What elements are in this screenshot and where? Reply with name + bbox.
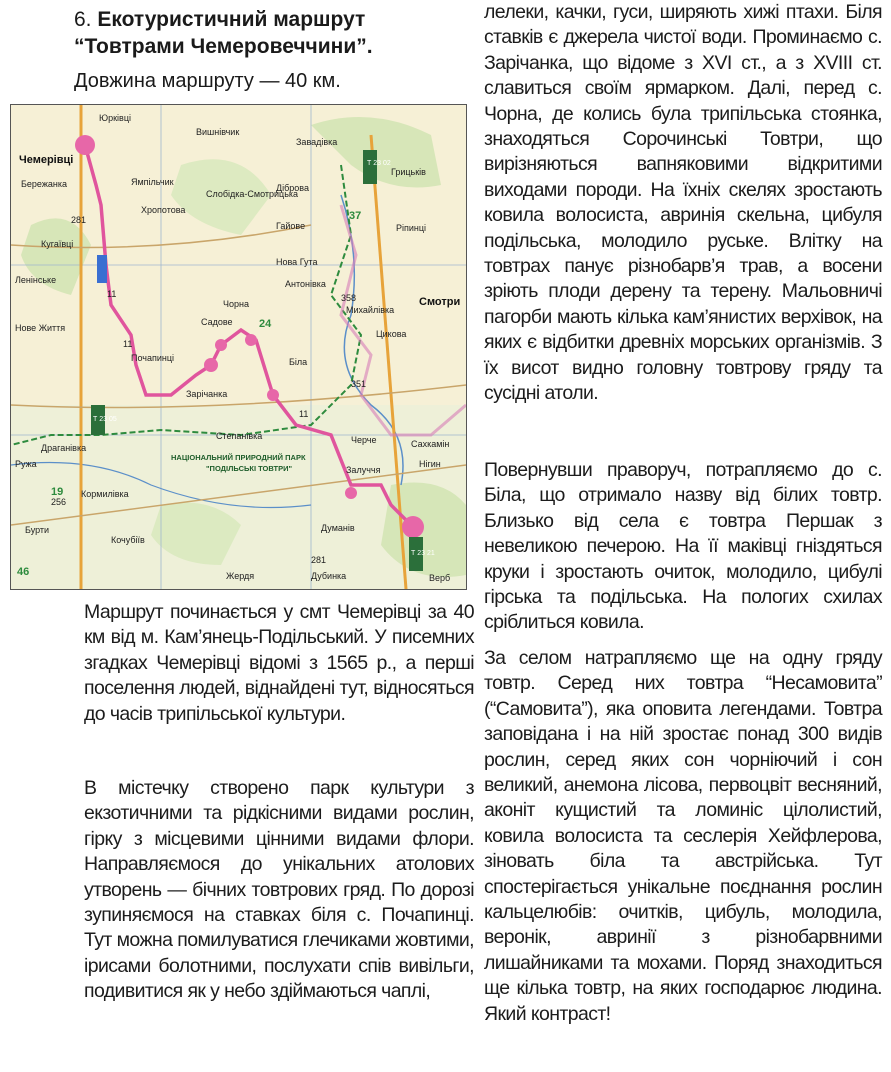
label-kochubiiv: Кочубіїв bbox=[111, 535, 145, 545]
label-km-11b: 11 bbox=[123, 339, 133, 349]
label-km-11a: 11 bbox=[107, 289, 117, 299]
label-road-19: 19 bbox=[51, 486, 64, 498]
label-elev-351: 351 bbox=[351, 379, 367, 389]
road-shield bbox=[363, 150, 377, 184]
label-ialivchyk: Ямпільчик bbox=[131, 177, 174, 187]
route-map bbox=[10, 104, 467, 590]
left-column bbox=[74, 0, 474, 95]
label-cherche: Черче bbox=[351, 435, 377, 445]
label-dibrova: Діброва bbox=[276, 183, 309, 193]
route-heading bbox=[74, 6, 474, 60]
route-end-marker bbox=[402, 516, 424, 538]
label-ripyntsi: Ріпинці bbox=[396, 223, 427, 233]
paragraph-park: В містечку створено парк культури з екзотичними та рідкісними видами рослин, гірку з місцевими цінними видами флори. Направляємося до унікальних атолових утворень — бічних товтрових гряд. По дорозі зупиняємося на ставках біля с. Почапинці. Тут можна помилуватися глечиками жовтими, ірисами болотними, послухати спів вивільги, подивитися як у небо здіймаються чаплі, bbox=[84, 777, 474, 1003]
label-vyshnivchyk: Вишнівчик bbox=[196, 127, 240, 137]
route-stop-marker bbox=[215, 339, 227, 351]
route-marker-blue bbox=[97, 255, 107, 283]
label-nova-huta: Нова Гута bbox=[276, 257, 318, 267]
label-zavadivka: Завадівка bbox=[296, 137, 338, 147]
label-zarichanka: Зарічанка bbox=[186, 389, 228, 399]
label-pochapyntsi: Почапинці bbox=[131, 353, 174, 363]
label-nove-zhyttia: Нове Життя bbox=[15, 323, 66, 333]
label-chemerivtsi: Чемерівці bbox=[19, 154, 74, 166]
label-mykhailivka: Михайлівка bbox=[346, 305, 395, 315]
label-stepanivka: Степанівка bbox=[216, 431, 263, 441]
route-stop-marker bbox=[345, 487, 357, 499]
label-elev-256: 256 bbox=[51, 497, 67, 507]
label-antonivka: Антонівка bbox=[285, 279, 326, 289]
route-length: Довжина маршруту — 40 км. bbox=[74, 70, 341, 92]
label-tsykova: Цикова bbox=[376, 329, 407, 339]
route-start-marker bbox=[75, 135, 95, 155]
label-chorna: Чорна bbox=[223, 299, 249, 309]
label-khropotova: Хропотова bbox=[141, 205, 186, 215]
label-haivove: Гайове bbox=[276, 221, 306, 231]
label-dumaniv: Думанів bbox=[321, 523, 355, 533]
route-stop-marker bbox=[204, 358, 218, 372]
label-road-46: 46 bbox=[17, 566, 30, 578]
label-road-37: 37 bbox=[349, 210, 362, 222]
label-park-line1: НАЦІОНАЛЬНИЙ ПРИРОДНИЙ ПАРК bbox=[171, 453, 306, 462]
paragraph-bila: Повернувши праворуч, потрапляємо до с. Біла, що отримало назву від білих товтр. Близько від села є товтра Першак з невеликою печерою. На її маківці гніздяться круки і зростають очиток, молодило, цибулі гірська та подільська. На пологих схилах сріблиться ковила. bbox=[484, 459, 882, 634]
label-sakhkamin: Сахкамін bbox=[411, 439, 450, 449]
label-yurkivtsi: Юрківці bbox=[99, 113, 131, 123]
label-road-t2321: Т 23 21 bbox=[411, 550, 435, 557]
label-park-line2: "ПОДІЛЬСЬКІ ТОВТРИ" bbox=[206, 464, 293, 473]
label-slobidka: Слобідка-Смотрицька bbox=[206, 189, 299, 199]
label-elev-281a: 281 bbox=[71, 215, 87, 225]
label-hrytskiv: Грицьків bbox=[391, 167, 426, 177]
label-road-24: 24 bbox=[259, 318, 272, 330]
paragraph-nesamovyta: За селом натрапляємо ще на одну гряду товтр. Серед них товтра “Несамовита” (“Самовита”), яка оповита легендами. Товтра заповідана і на ній зростає понад 300 видів рослин, серед яких сон чорніючий і сон великий, анемона лісова, первоцвіт весняний, аконіт кущистий та ломиніс цілолистий, ковила волосиста та сеслерія Хейфлерова, зіновать біла та австрійська. Тут спостерігається унікальне поєднання рослин кальцелюбів: очитків, цибуль, молодила, веронік, авринії з різнобарвними лишайниками та мохами. Поряд знаходиться ще кілька товтр, на яких господарює людина. Який контраст! bbox=[484, 647, 882, 1025]
label-zherdia: Жердя bbox=[226, 571, 255, 581]
label-beryozhanka: Бережанка bbox=[21, 179, 67, 189]
label-verb: Верб bbox=[429, 573, 451, 583]
label-burty: Бурти bbox=[25, 525, 50, 535]
route-map-graphic bbox=[11, 105, 466, 589]
label-drahanivka: Драганівка bbox=[41, 443, 87, 453]
route-stop-marker bbox=[245, 334, 257, 346]
label-kuhaivtsi: Кугаївці bbox=[41, 239, 74, 249]
label-dubynka: Дубинка bbox=[311, 571, 347, 581]
label-nihyn: Нігин bbox=[419, 459, 441, 469]
label-zaluchchia: Залуччя bbox=[346, 465, 381, 475]
paragraph-intro: Маршрут починається у смт Чемерівці за 40 км від м. Кам’янець-Подільський. У писемних згадках Чемерівці відомі з 1565 р., а перші поселення людей, віднайдені тут, відносяться до часів трипільської культури. bbox=[84, 601, 474, 725]
label-kormylivka: Кормилівка bbox=[81, 489, 129, 499]
label-road-t2305: Т 23 05 bbox=[93, 416, 117, 423]
route-number: 6. bbox=[74, 8, 92, 31]
label-smotrych: Смотри bbox=[419, 296, 461, 308]
route-stop-marker bbox=[267, 389, 279, 401]
label-lenivske: Ленінське bbox=[15, 275, 57, 285]
label-ruzha: Ружа bbox=[15, 459, 37, 469]
route-title: Екотуристичний маршрут “Товтрами Чемеровеччини”. bbox=[74, 8, 373, 58]
label-sadove: Садове bbox=[201, 317, 233, 327]
label-km-11c: 11 bbox=[299, 409, 309, 419]
label-road-t2302: Т 23 02 bbox=[367, 160, 391, 167]
label-elev-281b: 281 bbox=[311, 555, 327, 565]
label-bila: Біла bbox=[289, 357, 308, 367]
paragraph-zarichanka: лелеки, качки, гуси, ширяють хижі птахи. Біля ставків є джерела чистої води. Проминаємо с. Зарічанка, що відоме з XVI ст., а з XVIII ст. славиться своїм ярмарком. Далі, перед с. Чорна, де колись була трипільська стоянка, знаходяться Сорочинські Товтри, що вирізняються вапняковими відкритими виходами породи. На їхніх скелях зростають ковила волосиста, авринія скельна, цибуля подільська, молодило руське. Влітку на товтрах панує різнобарв’я трав, а восени зріють плоди дерену та терену. Мальовничі пагорби мають кілька кам’янистих верхівок, на яких є відбитки древніх морських організмів. З їх висот видно головну товтрову гряду та сусідні атоли. bbox=[484, 1, 882, 405]
label-elev-358: 358 bbox=[341, 293, 357, 303]
